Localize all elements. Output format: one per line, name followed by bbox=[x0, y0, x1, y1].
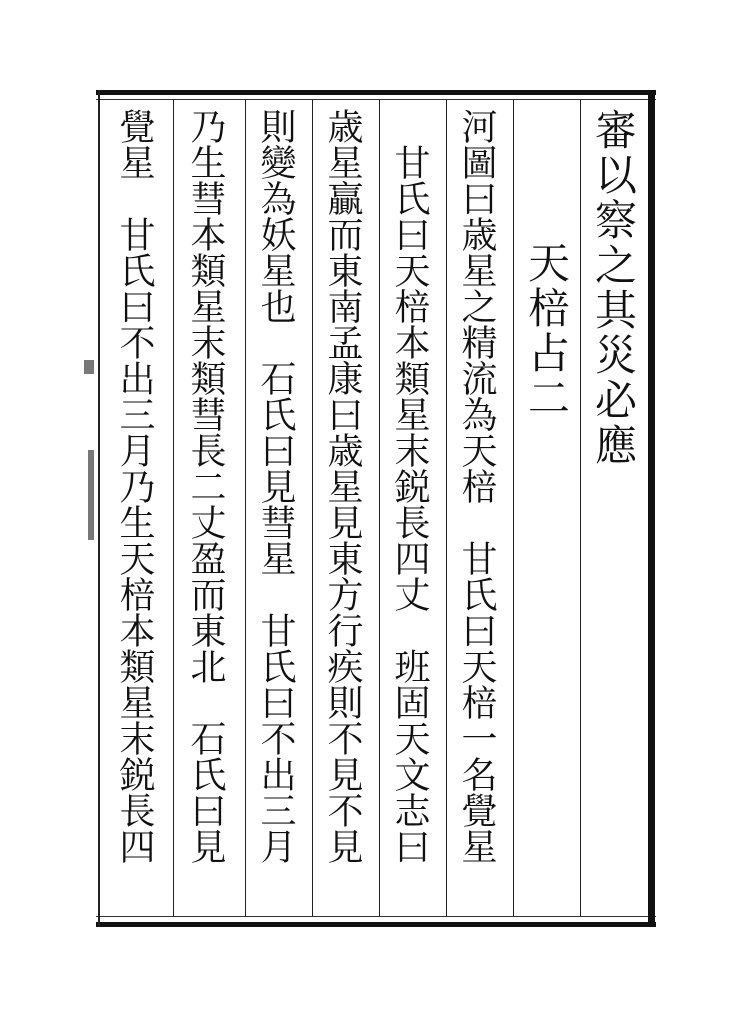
frame-bottom-border bbox=[96, 922, 656, 927]
column-rule bbox=[173, 99, 174, 917]
column-rule bbox=[245, 99, 246, 917]
text-column-5: 歳星贏而東南孟康曰歳星見東方行疾則不見不見 bbox=[322, 108, 363, 864]
column-rule bbox=[312, 99, 313, 917]
frame-right-border bbox=[648, 90, 655, 927]
text-column-3: 河圖曰歳星之精流為天棓 甘氏曰天棓一名覺星 bbox=[456, 108, 497, 864]
text-column-1: 審以察之其災必應 bbox=[589, 108, 638, 468]
column-rule bbox=[379, 99, 380, 917]
column-rule bbox=[580, 99, 581, 917]
gutter-mark bbox=[88, 450, 94, 540]
gutter-mark bbox=[84, 360, 94, 374]
text-column-7: 乃生彗本類星末類彗長二丈盈而東北 石氏曰見 bbox=[185, 108, 226, 864]
text-column-8: 覺星 甘氏曰不出三月乃生天棓本類星末鋭長四 bbox=[114, 108, 155, 864]
column-rule bbox=[513, 99, 514, 917]
text-column-4: 甘氏曰天棓本類星末鋭長四丈 班固天文志曰 bbox=[389, 108, 430, 864]
frame-top-inner-border bbox=[96, 99, 656, 100]
text-column-6: 則變為妖星也 石氏曰見彗星 甘氏曰不出三月 bbox=[255, 108, 296, 864]
text-column-2: 天棓占二 bbox=[522, 196, 571, 421]
frame-left-border bbox=[98, 90, 100, 927]
frame-top-border bbox=[96, 90, 656, 95]
column-rule bbox=[446, 99, 447, 917]
frame-bottom-inner-border bbox=[96, 916, 656, 917]
